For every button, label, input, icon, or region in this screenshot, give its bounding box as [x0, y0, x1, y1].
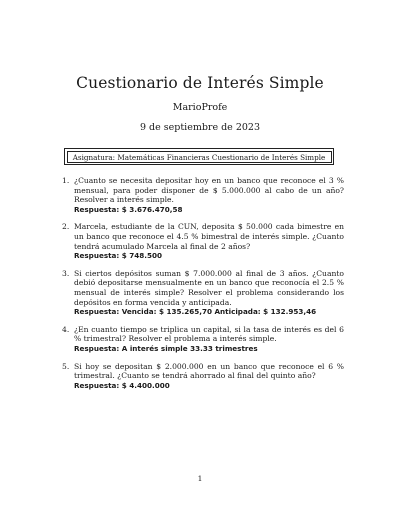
question-item — [62, 325, 344, 354]
question-body — [74, 362, 344, 391]
question-number: 5. — [62, 361, 70, 371]
question-text: ¿En cuanto tiempo se triplica un capital, si la tasa de interés es del 6 % trimestral? Resolver el problema a interés simple. — [74, 324, 344, 344]
question-number: 4. — [62, 324, 70, 334]
question-body — [74, 176, 344, 214]
document-date: 9 de septiembre de 2023 — [139, 122, 261, 133]
question-body — [74, 269, 344, 317]
question-list — [62, 176, 344, 398]
question-number: 2. — [62, 222, 70, 232]
question-number: 3. — [62, 268, 70, 278]
question-answer: Respuesta: $ 748.500 — [74, 251, 163, 261]
question-answer: Respuesta: $ 4.400.000 — [74, 380, 170, 390]
question-text: Si ciertos depósitos suman $ 7.000.000 al final de 3 años. ¿Cuanto debió depositarse mensualmente en un banco que reconocía el 2.5 % mensual de interés simple? Resolver el problema considerando los depósitos en forma vencida y anticipada. — [74, 268, 344, 307]
subject-label: Asignatura: Matemáticas Financieras Cuestionario de Interés Simple — [67, 151, 332, 163]
document-author: MarioProfe — [172, 102, 228, 113]
question-number: 1. — [62, 176, 70, 185]
question-answer: Respuesta: A interés simple 33.33 trimestres — [74, 343, 258, 353]
document-title: Cuestionario de Interés Simple — [76, 74, 324, 92]
question-item — [62, 176, 344, 214]
question-item — [62, 222, 344, 260]
question-text: ¿Cuanto se necesita depositar hoy en un banco que reconoce el 3 % mensual, para poder disponer de $ 5.000.000 al cabo de un año? Resolver a interés simple. — [74, 176, 344, 205]
question-text: Si hoy se depositan $ 2.000.000 en un banco que reconoce el 6 % trimestral. ¿Cuanto se tendrá ahorrado al final del quinto año? — [74, 361, 344, 381]
question-item — [62, 269, 344, 317]
question-text: Marcela, estudiante de la CUN, deposita $ 50.000 cada bimestre en un banco que reconoce el 4.5 % bimestral de interés simple. ¿Cuanto tendrá acumulado Marcela al final de 2 años? — [74, 222, 344, 251]
page-number: 1 — [197, 474, 203, 483]
question-body — [74, 325, 344, 354]
question-body — [74, 222, 344, 260]
question-item — [62, 362, 344, 391]
question-answer: Respuesta: $ 3.676.470,58 — [74, 204, 183, 214]
question-answer: Respuesta: Vencida: $ 135.265,70 Anticipada: $ 132.953,46 — [74, 307, 317, 317]
subject-box — [64, 148, 334, 165]
